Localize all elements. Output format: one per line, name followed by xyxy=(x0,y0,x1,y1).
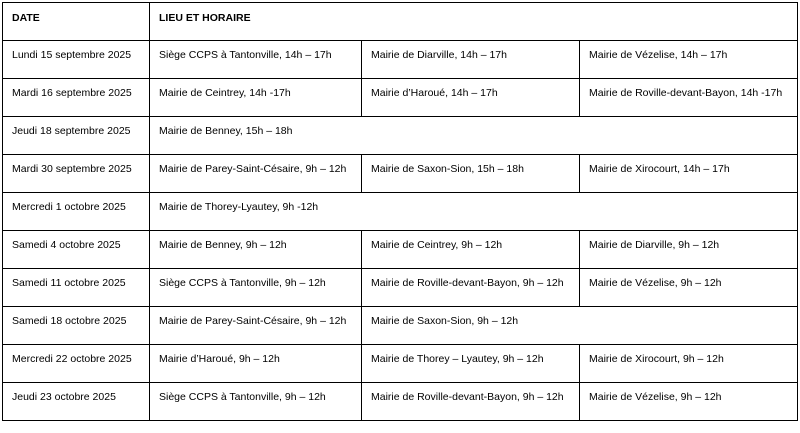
location-cell: Siège CCPS à Tantonville, 9h – 12h xyxy=(150,383,362,421)
table-body xyxy=(3,41,798,421)
table-row xyxy=(3,41,798,79)
header-location: LIEU ET HORAIRE xyxy=(150,3,798,41)
location-cell: Mairie de Thorey-Lyautey, 9h -12h xyxy=(150,193,798,231)
location-cell: Mairie de Ceintrey, 14h -17h xyxy=(150,79,362,117)
location-cell: Mairie de Benney, 15h – 18h xyxy=(150,117,798,155)
location-cell: Mairie de Saxon-Sion, 9h – 12h xyxy=(362,307,798,345)
table-row xyxy=(3,307,798,345)
date-cell: Mardi 16 septembre 2025 xyxy=(3,79,150,117)
location-cell: Siège CCPS à Tantonville, 14h – 17h xyxy=(150,41,362,79)
table-row xyxy=(3,117,798,155)
location-cell: Mairie de Thorey – Lyautey, 9h – 12h xyxy=(362,345,580,383)
location-cell: Mairie d’Haroué, 9h – 12h xyxy=(150,345,362,383)
location-cell: Mairie de Diarville, 9h – 12h xyxy=(580,231,798,269)
date-cell: Samedi 11 octobre 2025 xyxy=(3,269,150,307)
date-cell: Jeudi 23 octobre 2025 xyxy=(3,383,150,421)
location-cell: Mairie de Diarville, 14h – 17h xyxy=(362,41,580,79)
location-cell: Mairie de Parey-Saint-Césaire, 9h – 12h xyxy=(150,155,362,193)
location-cell: Mairie de Vézelise, 14h – 17h xyxy=(580,41,798,79)
location-cell: Mairie de Roville-devant-Bayon, 14h -17h xyxy=(580,79,798,117)
date-cell: Samedi 4 octobre 2025 xyxy=(3,231,150,269)
table-row xyxy=(3,269,798,307)
location-cell: Siège CCPS à Tantonville, 9h – 12h xyxy=(150,269,362,307)
location-cell: Mairie de Vézelise, 9h – 12h xyxy=(580,383,798,421)
date-cell: Samedi 18 octobre 2025 xyxy=(3,307,150,345)
table-header-row xyxy=(3,3,798,41)
date-cell: Lundi 15 septembre 2025 xyxy=(3,41,150,79)
location-cell: Mairie de Saxon-Sion, 15h – 18h xyxy=(362,155,580,193)
location-cell: Mairie de Ceintrey, 9h – 12h xyxy=(362,231,580,269)
header-date: DATE xyxy=(3,3,150,41)
location-cell: Mairie d’Haroué, 14h – 17h xyxy=(362,79,580,117)
location-cell: Mairie de Xirocourt, 9h – 12h xyxy=(580,345,798,383)
table-row xyxy=(3,79,798,117)
date-cell: Mardi 30 septembre 2025 xyxy=(3,155,150,193)
date-cell: Jeudi 18 septembre 2025 xyxy=(3,117,150,155)
location-cell: Mairie de Roville-devant-Bayon, 9h – 12h xyxy=(362,269,580,307)
date-cell: Mercredi 22 octobre 2025 xyxy=(3,345,150,383)
table-row xyxy=(3,193,798,231)
date-cell: Mercredi 1 octobre 2025 xyxy=(3,193,150,231)
table-row xyxy=(3,345,798,383)
location-cell: Mairie de Benney, 9h – 12h xyxy=(150,231,362,269)
table-row xyxy=(3,155,798,193)
table-row xyxy=(3,231,798,269)
location-cell: Mairie de Vézelise, 9h – 12h xyxy=(580,269,798,307)
schedule-table xyxy=(2,2,798,421)
location-cell: Mairie de Xirocourt, 14h – 17h xyxy=(580,155,798,193)
location-cell: Mairie de Parey-Saint-Césaire, 9h – 12h xyxy=(150,307,362,345)
table-row xyxy=(3,383,798,421)
location-cell: Mairie de Roville-devant-Bayon, 9h – 12h xyxy=(362,383,580,421)
